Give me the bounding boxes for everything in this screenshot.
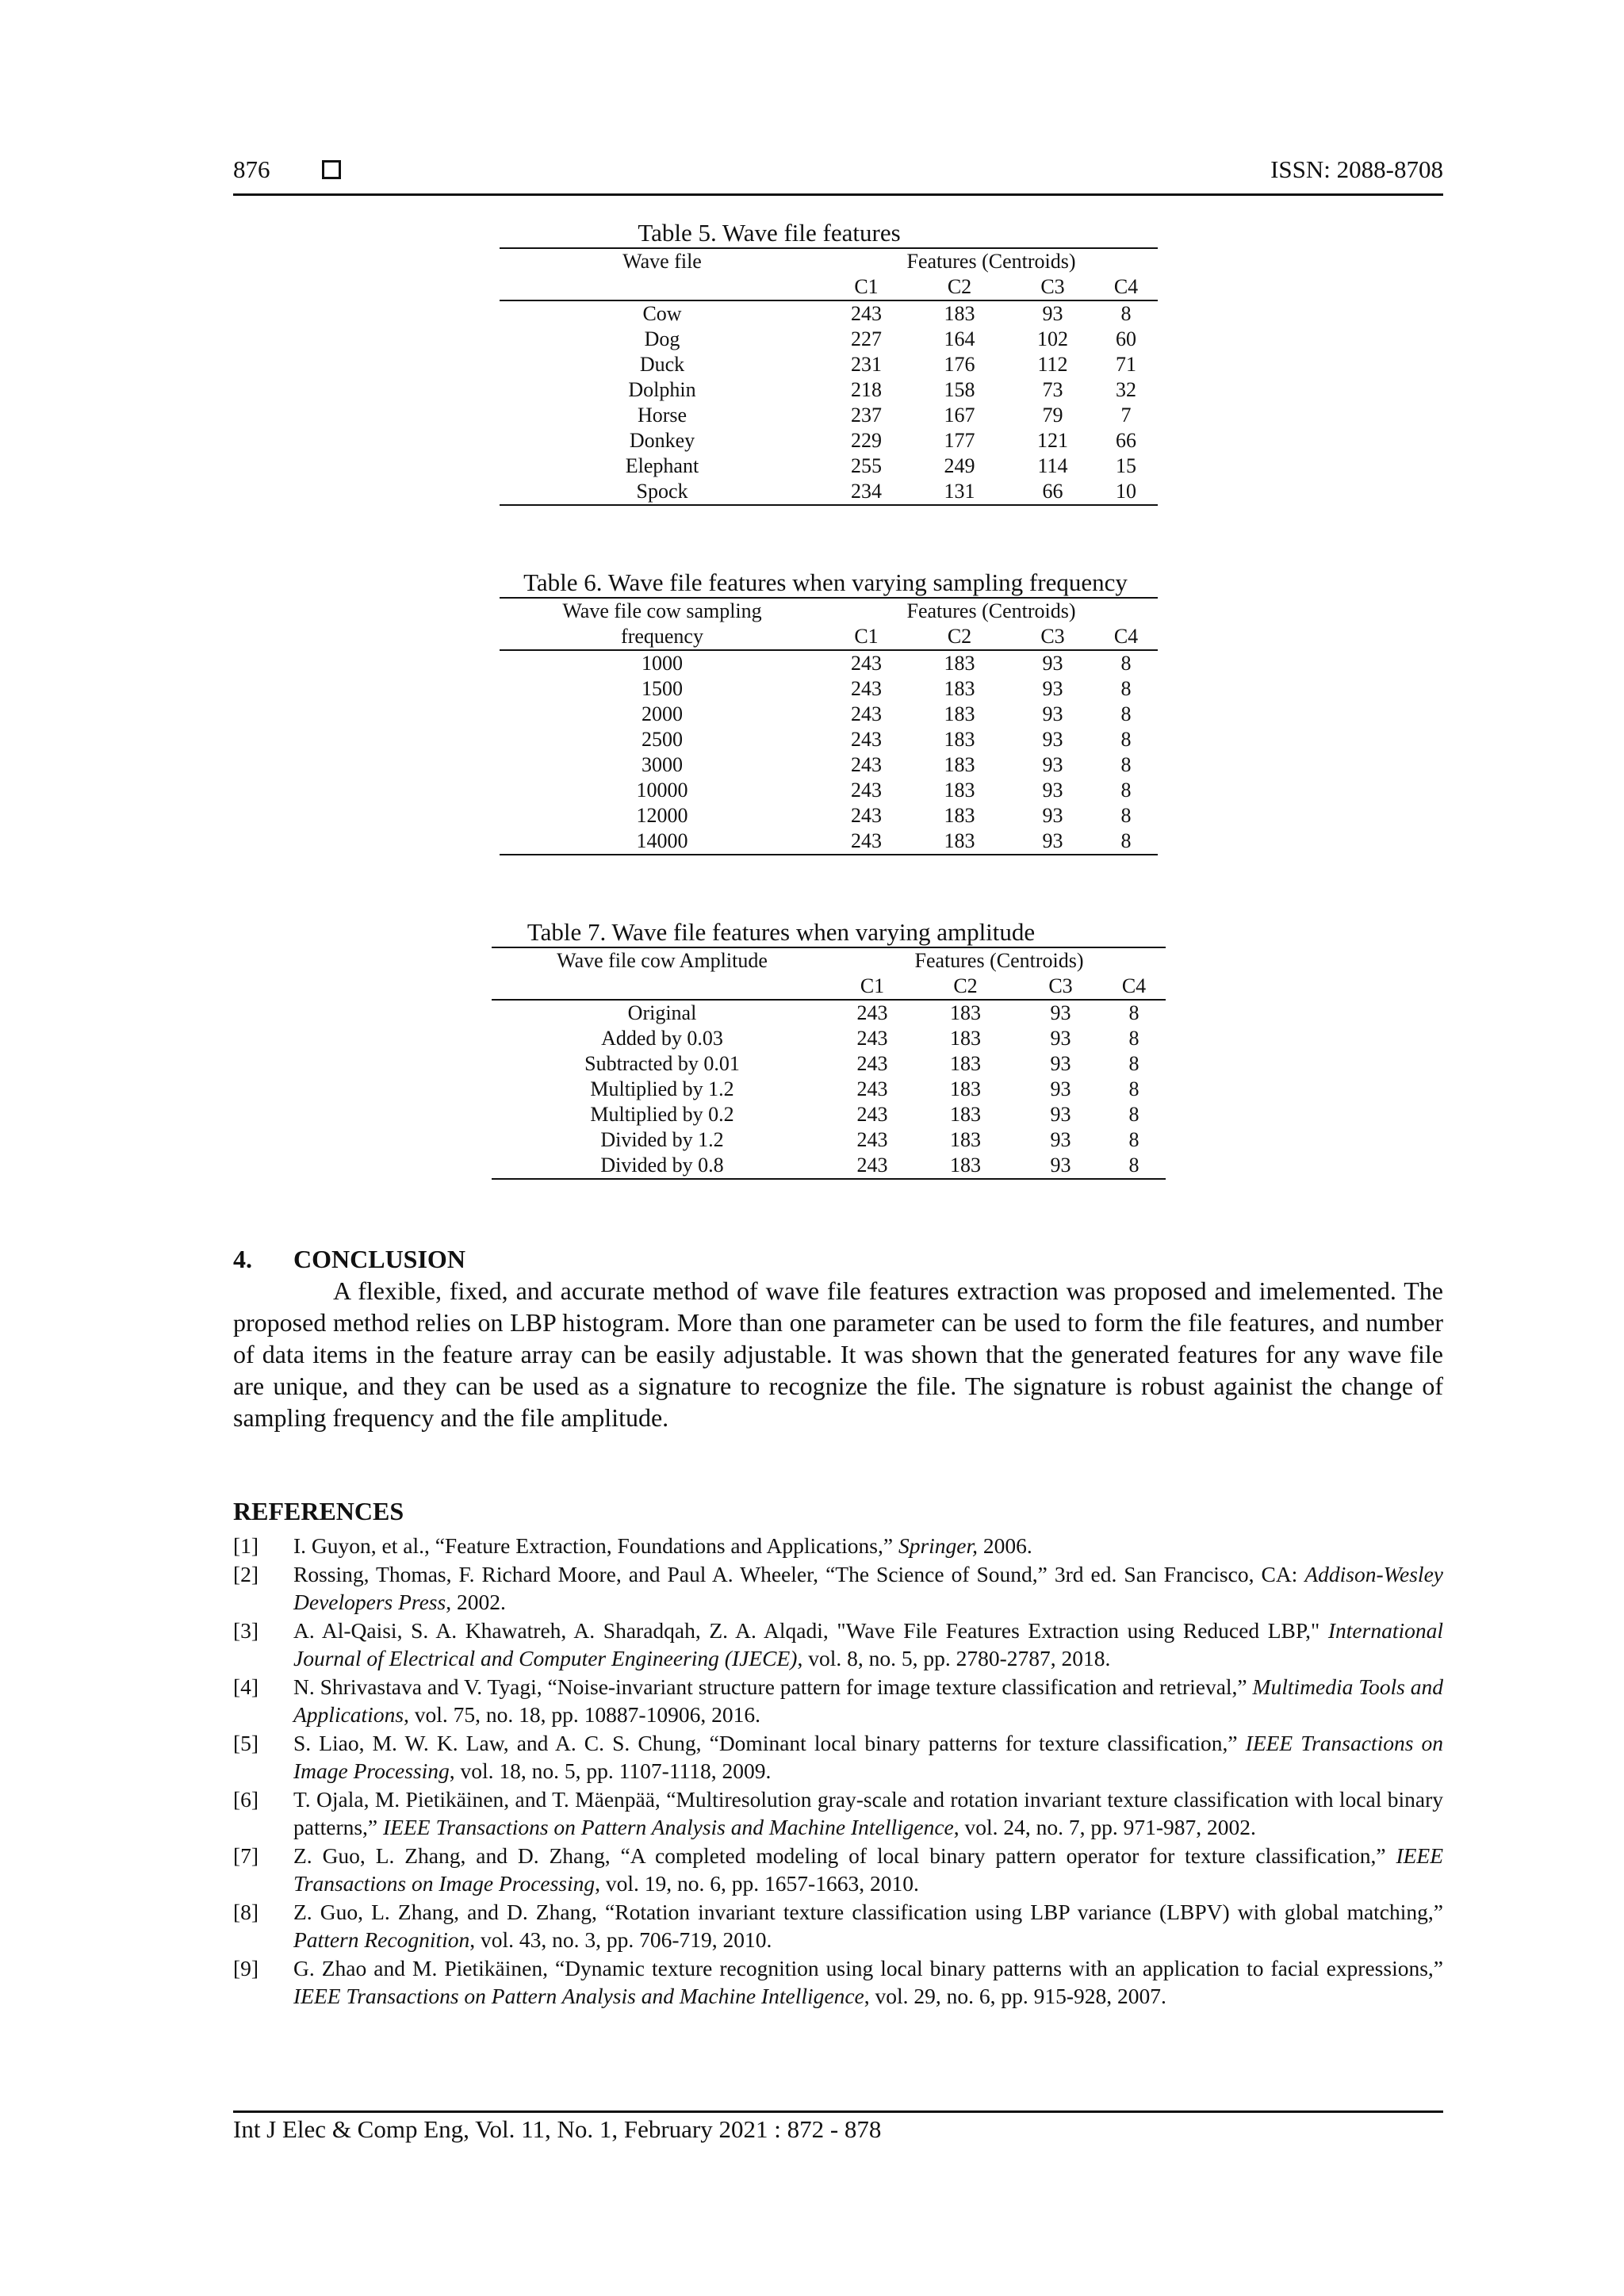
cell-value: 8 xyxy=(1102,1153,1166,1179)
cell-value: 164 xyxy=(944,327,975,350)
cell-value: 8 xyxy=(1128,1103,1139,1126)
column-header-c3: C3 xyxy=(1019,974,1102,1000)
column-header-c3: C3 xyxy=(1011,274,1094,300)
cell-value: 93 xyxy=(1050,1103,1071,1126)
cell-value: 8 xyxy=(1120,652,1132,675)
cell-value: 183 xyxy=(944,677,975,700)
row-label: Horse xyxy=(637,404,688,427)
table-7 xyxy=(492,918,1166,1180)
column-header-c3: C3 xyxy=(1011,624,1094,650)
cell-value: 8 xyxy=(1128,1128,1139,1151)
reference-details: 2006. xyxy=(978,1533,1032,1558)
table-row xyxy=(500,453,1158,479)
reference-number: [4] xyxy=(233,1674,259,1699)
cell-value: 93 xyxy=(1050,1077,1071,1100)
reference-item xyxy=(233,1954,1443,2011)
cell-value: 255 xyxy=(851,454,882,477)
reference-text: Z. Guo, L. Zhang, and D. Zhang, “A completed modeling of local binary pattern operator for texture classification,” xyxy=(293,1843,1396,1868)
table-7-grid xyxy=(492,947,1166,1180)
reference-text: A. Al-Qaisi, S. A. Khawatreh, A. Sharadqah, Z. A. Alqadi, "Wave File Features Extraction using Reduced LBP," xyxy=(293,1617,1328,1643)
column-header-c4: C4 xyxy=(1094,624,1158,650)
cell-value: 243 xyxy=(851,753,882,776)
table-7-group-header: Features (Centroids) xyxy=(833,947,1166,974)
table-row xyxy=(492,1000,1166,1026)
reference-item xyxy=(233,1532,1443,1560)
row-label: Divided by 1.2 xyxy=(600,1128,724,1151)
cell-value: 158 xyxy=(944,378,975,401)
reference-venue: Pattern Recognition xyxy=(293,1927,470,1952)
issn: ISSN: 2088-8708 xyxy=(1270,155,1443,183)
reference-details: , vol. 24, no. 7, pp. 971-987, 2002. xyxy=(953,1815,1256,1839)
reference-number: [2] xyxy=(233,1561,259,1586)
cell-value: 8 xyxy=(1120,702,1132,725)
cell-value: 227 xyxy=(851,327,882,350)
table-row xyxy=(492,1102,1166,1127)
reference-item xyxy=(233,1560,1443,1617)
cell-value: 8 xyxy=(1120,779,1132,802)
cell-value: 93 xyxy=(1042,702,1063,725)
cell-value: 8 xyxy=(1120,302,1132,325)
cell-value: 243 xyxy=(851,804,882,827)
reference-item xyxy=(233,1842,1443,1898)
references-list xyxy=(233,1532,1443,2011)
page-number: 876 xyxy=(233,155,270,183)
cell-value: 243 xyxy=(851,302,882,325)
cell-value: 8 xyxy=(1128,1027,1139,1050)
cell-value: 73 xyxy=(1042,378,1063,401)
row-label: Divided by 0.8 xyxy=(492,1153,833,1179)
row-label: 10000 xyxy=(636,779,688,802)
table-row xyxy=(500,327,1158,352)
row-label: Dog xyxy=(644,327,680,350)
cell-value: 7 xyxy=(1120,404,1132,427)
reference-number: [9] xyxy=(233,1955,259,1980)
cell-value: 93 xyxy=(1050,1052,1071,1075)
cell-value: 243 xyxy=(851,702,882,725)
table-row xyxy=(492,1127,1166,1153)
column-header-c2: C2 xyxy=(908,274,1011,300)
row-label: 3000 xyxy=(642,753,683,776)
table-row xyxy=(500,778,1158,803)
table-row xyxy=(500,352,1158,377)
table-5-col0-header: Wave file xyxy=(500,248,825,274)
cell-value: 10 xyxy=(1094,479,1158,505)
cell-value: 93 xyxy=(1042,302,1063,325)
reference-venue: IEEE Transactions on Pattern Analysis and Machine Intelligence xyxy=(293,1984,864,2008)
row-label: Original xyxy=(627,1001,697,1024)
table-5-group-header: Features (Centroids) xyxy=(825,248,1158,274)
cell-value: 176 xyxy=(944,353,975,376)
cell-value: 183 xyxy=(950,1103,981,1126)
table-row xyxy=(500,803,1158,828)
cell-value: 15 xyxy=(1116,454,1136,477)
table-6-grid xyxy=(500,597,1158,855)
cell-value: 8 xyxy=(1128,1052,1139,1075)
row-label: Dolphin xyxy=(628,378,696,401)
table-row xyxy=(500,377,1158,403)
cell-value: 131 xyxy=(908,479,1011,505)
row-label: 1000 xyxy=(642,652,683,675)
cell-value: 71 xyxy=(1116,353,1136,376)
cell-value: 93 xyxy=(1019,1153,1102,1179)
cell-value: 183 xyxy=(944,702,975,725)
row-label: Donkey xyxy=(629,429,695,452)
table-5 xyxy=(500,219,1158,506)
cell-value: 177 xyxy=(944,429,975,452)
table-row xyxy=(500,727,1158,752)
reference-number: [1] xyxy=(233,1533,259,1558)
cell-value: 183 xyxy=(944,652,975,675)
reference-item xyxy=(233,1785,1443,1842)
cell-value: 93 xyxy=(1050,1027,1071,1050)
cell-value: 121 xyxy=(1037,429,1068,452)
cell-value: 93 xyxy=(1042,652,1063,675)
cell-value: 114 xyxy=(1037,454,1068,477)
cell-value: 93 xyxy=(1042,728,1063,751)
column-header-c1: C1 xyxy=(825,274,908,300)
reference-number: [3] xyxy=(233,1617,259,1643)
table-7-col0-header: Wave file cow Amplitude xyxy=(492,947,833,974)
cell-value: 183 xyxy=(944,779,975,802)
row-label: 2500 xyxy=(642,728,683,751)
table-5-caption: Table 5. Wave file features xyxy=(638,219,901,247)
cell-value: 234 xyxy=(825,479,908,505)
cell-value: 183 xyxy=(950,1128,981,1151)
cell-value: 8 xyxy=(1128,1001,1139,1024)
reference-venue: Multimedia Tools and Applications xyxy=(293,1674,1443,1727)
cell-value: 93 xyxy=(1050,1128,1071,1151)
square-bullet-icon xyxy=(322,160,341,179)
reference-text: S. Liao, M. W. K. Law, and A. C. S. Chung, “Dominant local binary patterns for texture classification,” xyxy=(293,1730,1246,1755)
cell-value: 183 xyxy=(944,804,975,827)
column-header-c2: C2 xyxy=(912,974,1019,1000)
cell-value: 112 xyxy=(1037,353,1068,376)
cell-value: 243 xyxy=(856,1001,888,1024)
cell-value: 93 xyxy=(1042,779,1063,802)
cell-value: 243 xyxy=(856,1103,888,1126)
conclusion-paragraph: A flexible, fixed, and accurate method of wave file features extraction was proposed and imelemented. The proposed method relies on LBP histogram. More than one parameter can be used to form the file features, and number of data items in the feature array can be easily adjustable. It was shown that the generated features for any wave file are unique, and they can be used as a signature to recognize the file. The signature is robust againist the change of sampling frequency and the file amplitude. xyxy=(233,1276,1443,1432)
reference-item xyxy=(233,1617,1443,1673)
cell-value: 79 xyxy=(1042,404,1063,427)
table-row xyxy=(492,1026,1166,1051)
cell-value: 183 xyxy=(950,1077,981,1100)
cell-value: 183 xyxy=(944,753,975,776)
row-label: 12000 xyxy=(636,804,688,827)
cell-value: 183 xyxy=(944,728,975,751)
cell-value: 183 xyxy=(950,1052,981,1075)
column-header-c1: C1 xyxy=(833,974,912,1000)
table-row xyxy=(492,1077,1166,1102)
row-label: 14000 xyxy=(500,828,825,855)
conclusion-heading xyxy=(233,1243,1443,1275)
cell-value: 8 xyxy=(1128,1077,1139,1100)
cell-value: 93 xyxy=(1042,677,1063,700)
cell-value: 243 xyxy=(851,677,882,700)
footer-rule xyxy=(233,2110,1443,2113)
cell-value: 237 xyxy=(851,404,882,427)
row-label: Added by 0.03 xyxy=(601,1027,723,1050)
cell-value: 93 xyxy=(1042,804,1063,827)
reference-venue: IEEE Transactions on Image Processing xyxy=(293,1843,1443,1896)
row-label: Elephant xyxy=(625,454,699,477)
table-5-grid xyxy=(500,247,1158,506)
column-header-c2: C2 xyxy=(908,624,1011,650)
cell-value: 66 xyxy=(1011,479,1094,505)
column-header-c4: C4 xyxy=(1094,274,1158,300)
cell-value: 243 xyxy=(856,1128,888,1151)
column-header-c1: C1 xyxy=(825,624,908,650)
conclusion-number: 4. xyxy=(233,1245,252,1273)
cell-value: 8 xyxy=(1120,728,1132,751)
table-row xyxy=(492,1153,1166,1179)
row-label: Spock xyxy=(500,479,825,505)
table-6-col0-header-line1: Wave file cow sampling xyxy=(500,598,825,624)
table-row xyxy=(500,702,1158,727)
reference-details: , vol. 19, no. 6, pp. 1657-1663, 2010. xyxy=(595,1871,919,1896)
cell-value: 229 xyxy=(851,429,882,452)
table-row xyxy=(500,300,1158,327)
table-row xyxy=(500,479,1158,505)
cell-value: 218 xyxy=(851,378,882,401)
row-label: Subtracted by 0.01 xyxy=(584,1052,740,1075)
table-row xyxy=(492,1051,1166,1077)
cell-value: 183 xyxy=(944,302,975,325)
reference-text: G. Zhao and M. Pietikäinen, “Dynamic texture recognition using local binary patterns with an application to facial expressions,” xyxy=(293,1955,1443,1980)
conclusion-title: CONCLUSION xyxy=(293,1245,465,1273)
reference-details: , vol. 29, no. 6, pp. 915-928, 2007. xyxy=(864,1984,1166,2008)
cell-value: 60 xyxy=(1116,327,1136,350)
table-row xyxy=(500,828,1158,855)
cell-value: 102 xyxy=(1037,327,1068,350)
table-7-caption: Table 7. Wave file features when varying amplitude xyxy=(527,918,1036,946)
cell-value: 183 xyxy=(950,1001,981,1024)
cell-value: 8 xyxy=(1094,828,1158,855)
cell-value: 93 xyxy=(1011,828,1094,855)
cell-value: 183 xyxy=(950,1027,981,1050)
table-row xyxy=(500,428,1158,453)
reference-venue: Addison-Wesley Developers Press xyxy=(293,1561,1443,1614)
row-label: Duck xyxy=(639,353,685,376)
footer-citation: Int J Elec & Comp Eng, Vol. 11, No. 1, February 2021 : 872 - 878 xyxy=(233,2115,882,2143)
cell-value: 243 xyxy=(851,652,882,675)
table-row xyxy=(500,676,1158,702)
reference-text: T. Ojala, M. Pietikäinen, and T. Mäenpää, “Multiresolution gray-scale and rotation invariant texture classification with local binary patterns,” xyxy=(293,1786,1443,1839)
reference-number: [7] xyxy=(233,1843,259,1868)
reference-details: , vol. 8, no. 5, pp. 2780-2787, 2018. xyxy=(797,1646,1111,1670)
cell-value: 243 xyxy=(856,1052,888,1075)
references-heading: REFERENCES xyxy=(233,1497,404,1525)
header-rule xyxy=(233,193,1443,196)
cell-value: 243 xyxy=(851,779,882,802)
row-label: 2000 xyxy=(642,702,683,725)
reference-item xyxy=(233,1673,1443,1729)
row-label: 1500 xyxy=(642,677,683,700)
reference-number: [6] xyxy=(233,1786,259,1812)
row-label: Cow xyxy=(642,302,682,325)
cell-value: 243 xyxy=(833,1153,912,1179)
table-row xyxy=(500,403,1158,428)
cell-value: 243 xyxy=(856,1027,888,1050)
reference-details: , 2002. xyxy=(446,1590,506,1614)
reference-details: , vol. 18, no. 5, pp. 1107-1118, 2009. xyxy=(449,1758,772,1783)
reference-details: , vol. 43, no. 3, pp. 706-719, 2010. xyxy=(469,1927,772,1952)
cell-value: 32 xyxy=(1116,378,1136,401)
cell-value: 243 xyxy=(825,828,908,855)
cell-value: 93 xyxy=(1050,1001,1071,1024)
reference-text: N. Shrivastava and V. Tyagi, “Noise-invariant structure pattern for image texture classification and retrieval,” xyxy=(293,1674,1253,1699)
table-6-group-header: Features (Centroids) xyxy=(825,598,1158,624)
cell-value: 8 xyxy=(1120,677,1132,700)
cell-value: 8 xyxy=(1120,753,1132,776)
reference-venue: IEEE Transactions on Pattern Analysis and Machine Intelligence xyxy=(383,1815,954,1839)
cell-value: 243 xyxy=(851,728,882,751)
cell-value: 66 xyxy=(1116,429,1136,452)
reference-venue: IEEE Transactions on Image Processing xyxy=(293,1730,1443,1783)
cell-value: 8 xyxy=(1120,804,1132,827)
reference-item xyxy=(233,1898,1443,1954)
table-row xyxy=(500,752,1158,778)
column-header-c4: C4 xyxy=(1102,974,1166,1000)
reference-item xyxy=(233,1729,1443,1785)
page-header xyxy=(233,155,1443,190)
reference-venue: International Journal of Electrical and Computer Engineering (IJECE) xyxy=(293,1617,1443,1670)
conclusion-section xyxy=(233,1243,1443,1433)
reference-number: [8] xyxy=(233,1899,259,1924)
table-6-col0-header-line2: frequency xyxy=(500,624,825,650)
reference-venue: Springer, xyxy=(898,1533,979,1558)
reference-text: Z. Guo, L. Zhang, and D. Zhang, “Rotation invariant texture classification using LBP variance (LBPV) with global matching,” xyxy=(293,1899,1443,1924)
cell-value: 249 xyxy=(944,454,975,477)
cell-value: 183 xyxy=(912,1153,1019,1179)
cell-value: 93 xyxy=(1042,753,1063,776)
reference-number: [5] xyxy=(233,1730,259,1755)
reference-text: Rossing, Thomas, F. Richard Moore, and Paul A. Wheeler, “The Science of Sound,” 3rd ed. San Francisco, CA: xyxy=(293,1561,1305,1586)
reference-text: I. Guyon, et al., “Feature Extraction, Foundations and Applications,” xyxy=(293,1533,898,1558)
table-6-caption: Table 6. Wave file features when varying sampling frequency xyxy=(523,568,1128,596)
cell-value: 243 xyxy=(856,1077,888,1100)
reference-details: , vol. 75, no. 18, pp. 10887-10906, 2016. xyxy=(404,1702,760,1727)
cell-value: 183 xyxy=(908,828,1011,855)
table-row xyxy=(500,650,1158,676)
cell-value: 167 xyxy=(944,404,975,427)
cell-value: 231 xyxy=(851,353,882,376)
table-6 xyxy=(500,568,1158,855)
row-label: Multiplied by 0.2 xyxy=(590,1103,734,1126)
row-label: Multiplied by 1.2 xyxy=(590,1077,734,1100)
